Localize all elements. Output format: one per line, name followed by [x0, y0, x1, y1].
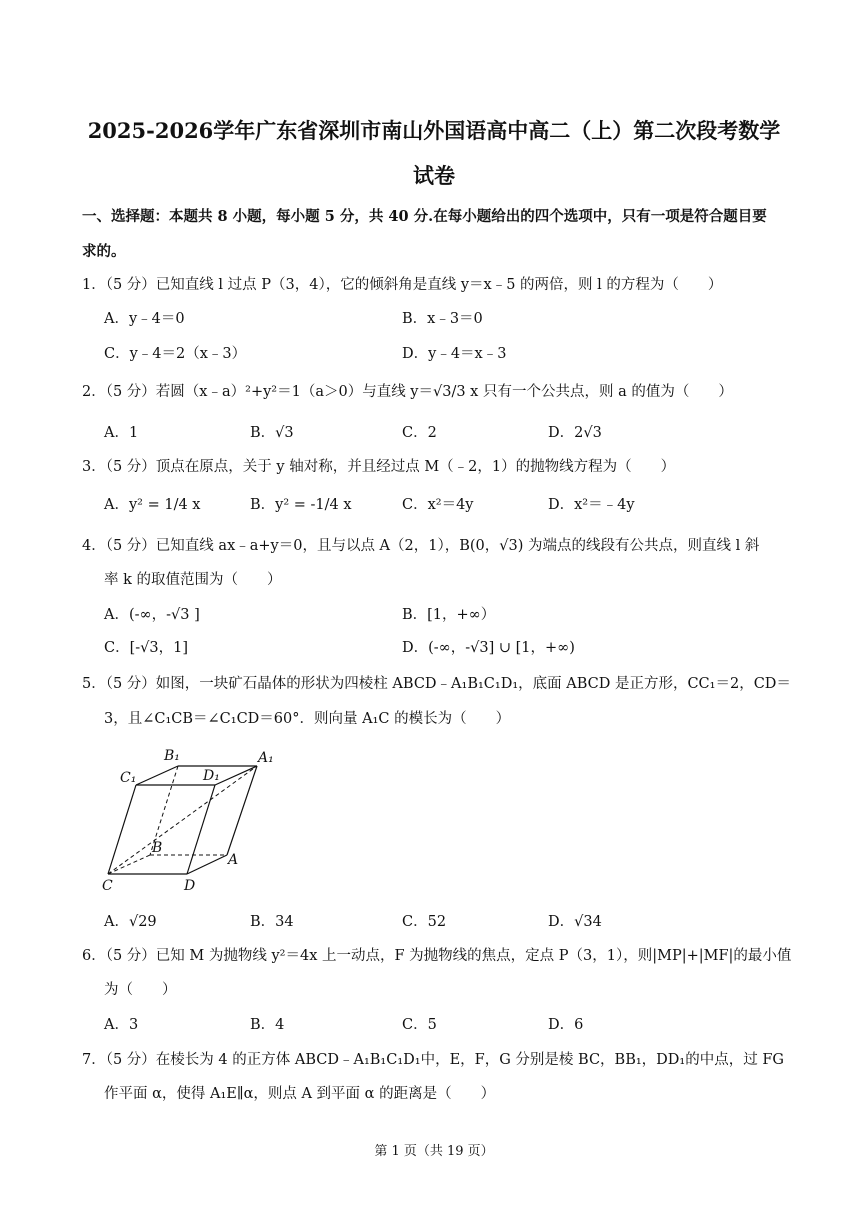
q5-option-c: C．52	[402, 914, 447, 930]
question-2: 2．（5 分）若圆（x﹣a）²+y²＝1（a＞0）与直线 y＝√3/3 x 只有一个公共点，则 a 的值为（ ）	[82, 384, 733, 400]
q4-option-a: A．(-∞，-√3 ]	[104, 607, 200, 623]
q1-option-d: D．y﹣4＝x﹣3	[402, 346, 507, 362]
q4-option-b: B．[1，+∞）	[402, 607, 496, 623]
label-a: A	[228, 852, 239, 868]
label-d: D	[184, 878, 196, 894]
q1-option-c: C．y﹣4＝2（x﹣3）	[104, 346, 247, 362]
q6-option-a: A．3	[104, 1017, 139, 1033]
question-7-cont: 作平面 α，使得 A₁E∥α，则点 A 到平面 α 的距离是（ ）	[104, 1086, 496, 1102]
q2-option-d: D．2√3	[548, 425, 602, 441]
question-5-cont: 3，且∠C₁CB＝∠C₁CD＝60°．则向量 A₁C 的模长为（ ）	[104, 711, 511, 727]
label-c: C	[102, 878, 113, 894]
question-1: 1．（5 分）已知直线 l 过点 P（3，4），它的倾斜角是直线 y＝x﹣5 的两倍，则 l 的方程为（ ）	[82, 277, 723, 293]
question-5: 5．（5 分）如图，一块矿石晶体的形状为四棱柱 ABCD﹣A₁B₁C₁D₁，底面 ABCD 是正方形，CC₁＝2，CD＝	[82, 676, 791, 692]
q1-option-b: B．x﹣3＝0	[402, 311, 483, 327]
question-3: 3．（5 分）顶点在原点，关于 y 轴对称，并且经过点 M（﹣2，1）的抛物线方程为（ ）	[82, 459, 676, 475]
q6-option-d: D．6	[548, 1017, 584, 1033]
q3-option-a: A．y² = 1/4 x	[104, 497, 201, 513]
q5-option-a: A．√29	[104, 914, 157, 930]
q2-option-c: C．2	[402, 425, 437, 441]
section-heading-cont: 求的。	[82, 243, 126, 260]
question-4-cont: 率 k 的取值范围为（ ）	[104, 572, 282, 588]
question-4: 4．（5 分）已知直线 ax﹣a+y＝0，且与以点 A（2，1），B(0，√3) 为端点的线段有公共点，则直线 l 斜	[82, 538, 760, 554]
q3-option-b: B．y² = -1/4 x	[250, 497, 352, 513]
label-a1: A₁	[258, 750, 274, 766]
q6-option-c: C．5	[402, 1017, 437, 1033]
q4-option-d: D．(-∞，-√3] ∪ [1，+∞)	[402, 640, 575, 656]
question-6: 6．（5 分）已知 M 为抛物线 y²＝4x 上一动点，F 为抛物线的焦点，定点 P（3，1），则|MP|+|MF|的最小值	[82, 948, 792, 964]
page-footer: 第 1 页（共 19 页）	[374, 1144, 494, 1159]
q2-option-a: A．1	[104, 425, 139, 441]
q4-option-c: C．[-√3，1]	[104, 640, 188, 656]
question-7: 7．（5 分）在棱长为 4 的正方体 ABCD﹣A₁B₁C₁D₁中，E，F，G 分别是棱 BC，BB₁，DD₁的中点，过 FG	[82, 1052, 784, 1068]
q6-option-b: B．4	[250, 1017, 285, 1033]
q1-option-a: A．y﹣4＝0	[104, 311, 185, 327]
section-heading: 一、选择题：本题共 8 小题，每小题 5 分，共 40 分.在每小题给出的四个选项中，只有一项是符合题目要	[82, 208, 767, 225]
document-title-line1: 2025-2026学年广东省深圳市南山外国语高中高二（上）第二次段考数学	[87, 118, 781, 143]
q5-option-d: D．√34	[548, 914, 602, 930]
q5-option-b: B．34	[250, 914, 294, 930]
label-d1: D₁	[203, 768, 220, 784]
label-c1: C₁	[120, 770, 137, 786]
q3-option-c: C．x²＝4y	[402, 497, 474, 513]
q2-option-b: B．√3	[250, 425, 294, 441]
label-b: B	[152, 840, 163, 856]
label-b1: B₁	[164, 748, 180, 764]
prism-figure	[100, 742, 300, 897]
question-6-cont: 为（ ）	[104, 982, 177, 998]
q3-option-d: D．x²＝﹣4y	[548, 497, 635, 513]
document-title-line2: 试卷	[413, 163, 455, 188]
